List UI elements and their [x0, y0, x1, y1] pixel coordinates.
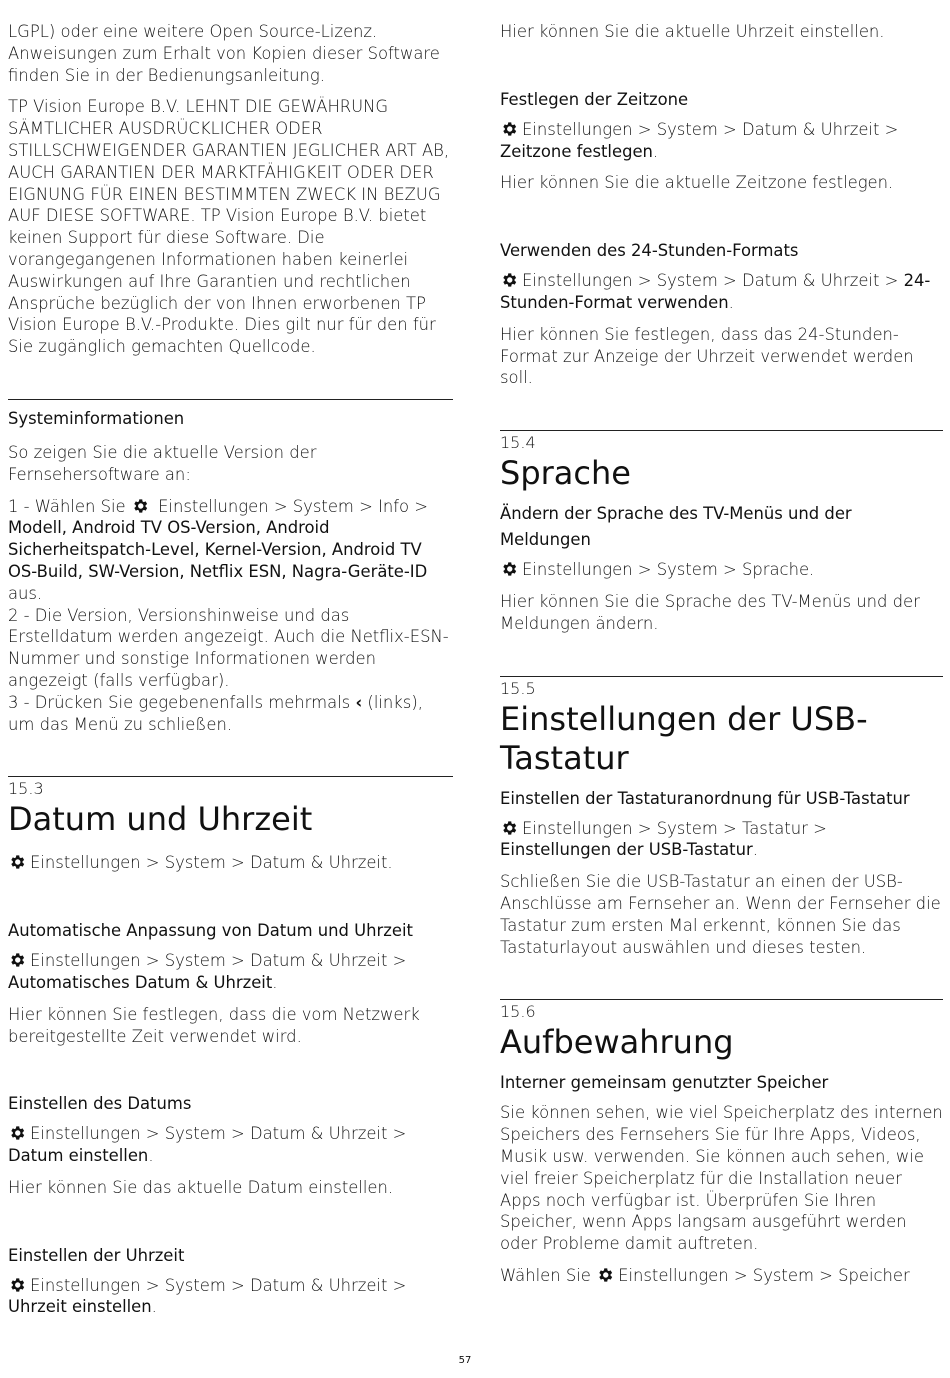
24h-text: Hier können Sie festlegen, dass das 24-Stunden-Format zur Anzeige der Uhrzeit verwendet werden soll.	[500, 324, 914, 388]
set-time-menu-path: Einstellungen > System > Datum & Uhrzeit > Uhrzeit einstellen.	[8, 1275, 407, 1317]
timezone-text: Hier können Sie die aktuelle Zeitzone festlegen.	[500, 173, 894, 193]
auto-date-menu-path: Einstellungen > System > Datum & Uhrzeit > Automatisches Datum & Uhrzeit.	[8, 951, 407, 992]
set-time-text: Hier können Sie die aktuelle Uhrzeit einstellen.	[500, 22, 885, 41]
set-time-heading: Einstellen der Uhrzeit	[8, 1245, 185, 1265]
gear-icon	[500, 560, 518, 578]
usb-keyboard-target: Einstellungen der USB-Tastatur	[500, 840, 753, 860]
step3-prefix: 3 - Drücken Sie gegebenenfalls mehrmals	[8, 692, 351, 712]
usb-keyboard-text: Schließen Sie die USB-Tastatur an einen der USB-Anschlüsse am Fernseher an. Wenn der Fernseher die Tastatur zum ersten Mal erkennt, können Sie das Tastaturlayout auswählen und dieses testen.	[500, 872, 941, 957]
usb-keyboard-menu-path: Einstellungen > System > Tastatur > Einstellungen der USB-Tastatur.	[500, 818, 827, 860]
section-15-6	[500, 999, 943, 1286]
step1-suffix: aus.	[8, 583, 43, 603]
section-number: 15.3	[8, 779, 44, 799]
sysinfo-step-2: 2 - Die Version, Versionshinweise und das Erstelldatum werden angezeigt. Auch die Netflix-ESN-Nummer und sonstige Informationen werden angezeigt (falls verfügbar).	[8, 605, 449, 690]
set-date-target: Datum einstellen	[8, 1146, 149, 1166]
sysinfo-step-1	[8, 496, 453, 605]
chevron-left-icon: ‹	[355, 692, 363, 712]
gear-icon	[500, 120, 518, 138]
right-column	[500, 0, 943, 1287]
24h-menu-path: Einstellungen > System > Datum & Uhrzeit > 24-Stunden-Format verwenden.	[500, 271, 931, 312]
gear-icon	[8, 1124, 26, 1142]
language-menu-path: Einstellungen > System > Sprache.	[500, 559, 943, 581]
auto-date-text: Hier können Sie festlegen, dass die vom Netzwerk bereitgestellte Zeit verwendet wird.	[8, 1004, 420, 1046]
timezone-target: Zeitzone festlegen	[500, 141, 653, 161]
sysinfo-text: So zeigen Sie die aktuelle Version der Fernsehersoftware an:	[8, 442, 317, 484]
language-text: Hier können Sie die Sprache des TV-Menüs und der Meldungen ändern.	[500, 591, 920, 633]
section-number: 15.6	[500, 1002, 536, 1022]
set-time-target: Uhrzeit einstellen	[8, 1297, 152, 1317]
timezone-heading: Festlegen der Zeitzone	[500, 89, 689, 109]
auto-date-heading: Automatische Anpassung von Datum und Uhrzeit	[8, 921, 413, 941]
language-heading: Ändern der Sprache des TV-Menüs und der Meldungen	[500, 504, 852, 550]
gear-icon	[8, 951, 26, 969]
timezone-menu-path: Einstellungen > System > Datum & Uhrzeit > Zeitzone festlegen.	[500, 119, 899, 161]
date-time-menu-path: Einstellungen > System > Datum & Uhrzeit.	[8, 852, 453, 874]
gear-icon	[8, 1276, 26, 1294]
usb-keyboard-heading: Einstellen der Tastaturanordnung für USB-Tastatur	[500, 788, 910, 808]
sysinfo-step-3	[8, 692, 453, 736]
section-15-4	[500, 430, 943, 634]
section-title: Einstellungen der USB-Tastatur	[500, 699, 868, 777]
left-column	[8, 0, 453, 1318]
section-15-3	[8, 776, 453, 1318]
auto-date-target: Automatisches Datum & Uhrzeit	[8, 972, 273, 992]
section-title: Datum und Uhrzeit	[8, 800, 313, 839]
disclaimer-paragraph: TP Vision Europe B.V. LEHNT DIE GEWÄHRUNG SÄMTLICHER AUSDRÜCKLICHER ODER STILLSCHWEIGENDER GARANTIEN JEGLICHER ART AB, AUCH GARANTIEN DER MARKTFÄHIGKEIT ODER DER EIGNUNG FÜR EINEN BESTIMMTEN ZWECK IN BEZUG AUF DIESE SOFTWARE. TP Vision Europe B.V. bietet keinen Support für diese Software. Die vorangegangenen Informationen haben keinerlei Auswirkungen auf Ihre Garantien und rechtlichen Ansprüche bezüglich der von Ihnen erworbenen TP Vision Europe B.V.-Produkte. Dies gilt nur für den für Sie zugänglich gemachten Quellcode.	[8, 97, 450, 357]
step1-info-items: Modell, Android TV OS-Version, Android Sicherheitspatch-Level, Kernel-Version, Android TV OS-Build, SW-Version, Netflix ESN, Nagra-Geräte-ID	[8, 518, 428, 581]
section-15-5	[500, 676, 943, 959]
24h-target: 24-Stunden-Format verwenden	[500, 271, 931, 312]
storage-menu-path: Wählen Sie Einstellungen > System > Speicher	[500, 1265, 910, 1285]
set-date-menu-path: Einstellungen > System > Datum & Uhrzeit > Datum einstellen.	[8, 1124, 407, 1166]
step3-suffix: (links), um das Menü zu schließen.	[8, 692, 423, 734]
section-title: Sprache	[500, 454, 631, 493]
gear-icon	[131, 497, 149, 515]
gear-icon	[596, 1266, 614, 1284]
sysinfo-section	[8, 399, 453, 735]
storage-heading: Interner gemeinsam genutzter Speicher	[500, 1073, 829, 1093]
set-date-text: Hier können Sie das aktuelle Datum einstellen.	[8, 1177, 394, 1197]
step1-menu-path: Einstellungen > System > Info >	[158, 496, 429, 516]
set-date-heading: Einstellen des Datums	[8, 1094, 192, 1114]
storage-prefix: Wählen Sie	[500, 1265, 591, 1285]
24h-heading: Verwenden des 24-Stunden-Formats	[500, 241, 799, 261]
sysinfo-heading: Systeminformationen	[8, 408, 185, 428]
step1-prefix: 1 - Wählen Sie	[8, 496, 126, 516]
intro-paragraph: LGPL) oder eine weitere Open Source-Lizenz. Anweisungen zum Erhalt von Kopien dieser Software finden Sie in der Bedienungsanleitung.	[8, 22, 440, 85]
section-number: 15.5	[500, 678, 536, 698]
gear-icon	[8, 853, 26, 871]
section-number: 15.4	[500, 433, 536, 453]
storage-text: Sie können sehen, wie viel Speicherplatz des internen Speichers des Fernsehers Sie für Ihre Apps, Videos, Musik usw. verwenden. Sie können auch sehen, wie viel freier Speicherplatz für die Installation neuer Apps noch verfügbar ist. Überprüfen Sie Ihren Speicher, wenn Apps langsam ausgeführt werden oder Probleme damit auftreten.	[500, 1103, 943, 1254]
page-number: 57	[458, 1355, 472, 1366]
section-title: Aufbewahrung	[500, 1023, 734, 1062]
gear-icon	[500, 819, 518, 837]
gear-icon	[500, 271, 518, 289]
